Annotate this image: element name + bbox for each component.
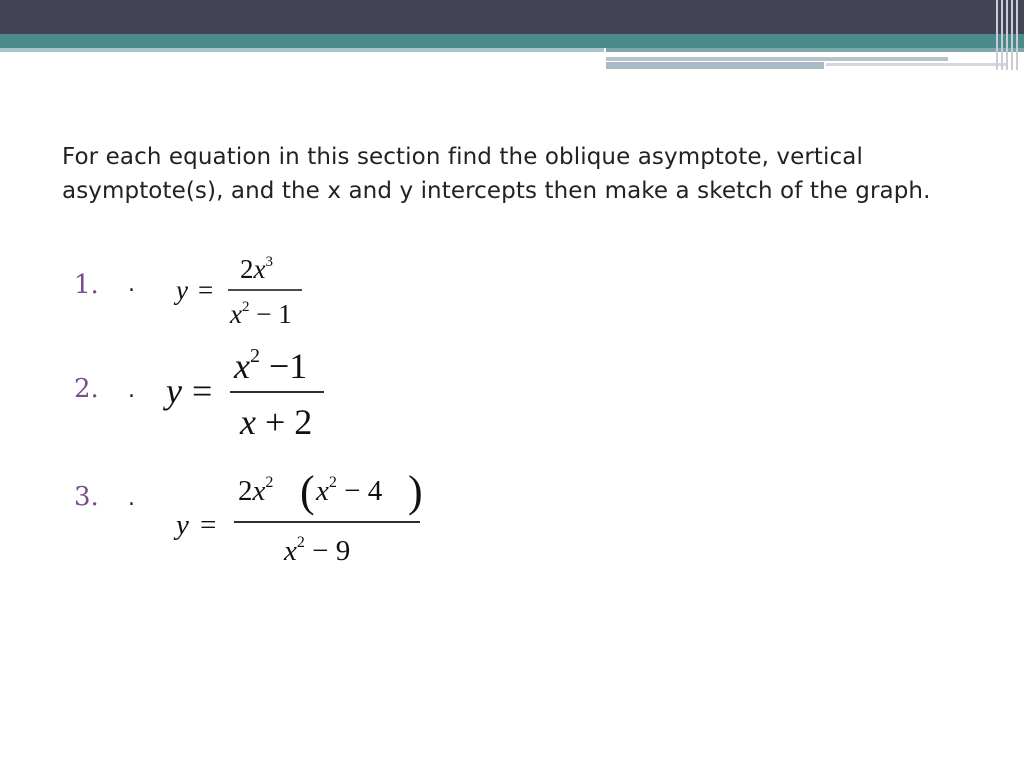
svg-text:y: y — [176, 275, 188, 305]
item-number-1: 1. — [74, 270, 99, 300]
header-bar-upper — [606, 57, 948, 61]
equation-1 — [170, 248, 310, 334]
header-bar-lower — [606, 62, 824, 69]
svg-text:2x2: $2x^2$ — [238, 474, 274, 507]
item-bullet-2: . — [128, 378, 135, 403]
svg-text:x2 −1: $x^2 -1$ — [234, 345, 308, 386]
header-teal-band — [0, 34, 1024, 48]
svg-text:y: y — [176, 509, 189, 541]
equation-3 — [172, 458, 432, 574]
equation-2 — [162, 338, 332, 448]
item-bullet-3: . — [128, 486, 135, 511]
svg-text:x + 2: x + 2 — [240, 402, 313, 442]
intro-paragraph: For each equation in this section find the oblique asymptote, vertical asymptote(s), and the x and y intercepts then make a sketch of the graph. — [62, 144, 931, 204]
svg-text:x2 − 1: $x^2 - 1$ — [230, 299, 292, 329]
svg-text:x2 − 9: $x^2 - 9$ — [284, 534, 351, 567]
header-light-teal-strip — [0, 48, 604, 52]
svg-text:=: = — [192, 371, 213, 411]
svg-text:2x3: $2x^3$ — [240, 254, 273, 284]
header-vertical-lines — [994, 0, 1024, 70]
svg-text:=: = — [198, 275, 214, 305]
item-number-3: 3. — [74, 482, 99, 512]
svg-text:): ) — [408, 467, 423, 516]
svg-text:=: = — [200, 509, 217, 541]
svg-text:x2 − 4: $x^2 - 4$ — [316, 474, 383, 507]
svg-text:(: ( — [300, 467, 315, 516]
item-number-2: 2. — [74, 374, 99, 404]
header-dark-band — [0, 0, 1024, 34]
svg-text:y: y — [166, 371, 182, 411]
header-bar-thin — [826, 63, 1006, 66]
item-bullet-1: . — [128, 272, 135, 297]
